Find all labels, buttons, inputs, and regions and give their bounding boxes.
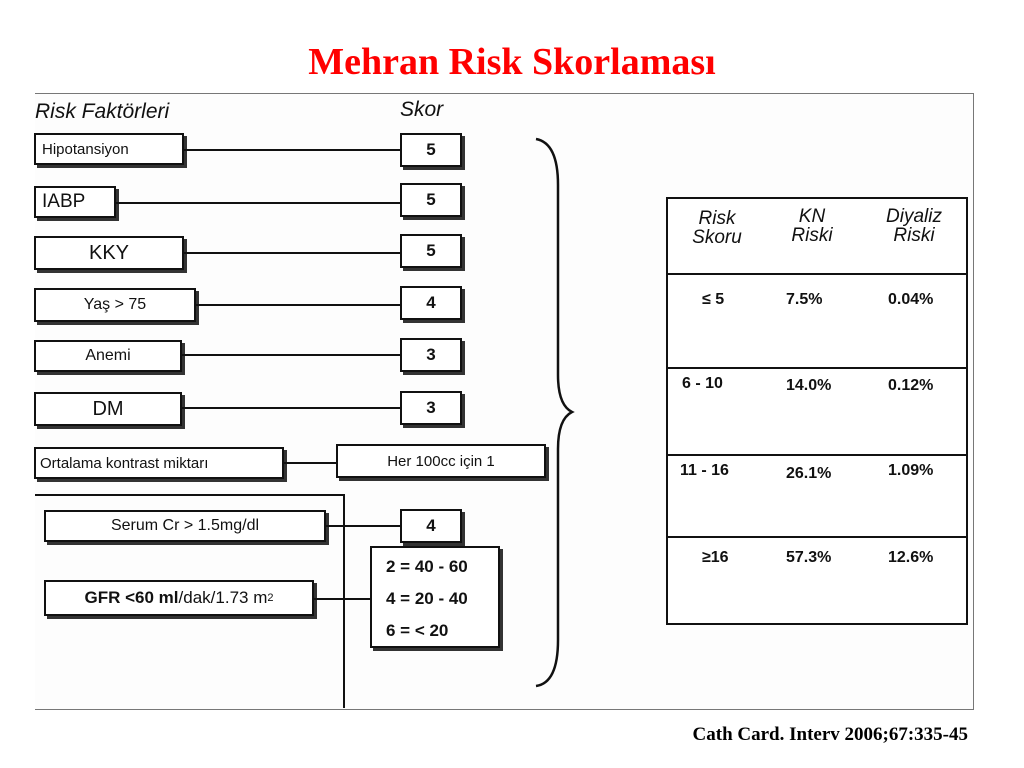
factor-dm [34, 392, 182, 426]
col-header-kn-risk: KN Riski [791, 206, 833, 246]
gfr-score-options [370, 546, 500, 648]
gfr-option: 2 = 40 - 60 [386, 557, 468, 576]
row-separator [668, 367, 966, 369]
col-header-risk-score: Risk Skoru [692, 208, 742, 248]
row-separator [668, 454, 966, 456]
score-value: 5 [426, 140, 436, 159]
row-separator [668, 536, 966, 538]
kn-risk-cell: 57.3% [786, 549, 832, 566]
gfr-label-rest: /dak/1.73 m [178, 588, 268, 607]
score-value: 3 [426, 345, 436, 364]
factor-iabp [34, 186, 116, 218]
connector-line [184, 252, 400, 254]
score-contrast-volume [336, 444, 546, 478]
row-separator [668, 273, 966, 275]
dialysis-risk-cell: 0.04% [888, 291, 934, 308]
factor-label: DM [92, 397, 124, 420]
factor-age [34, 288, 196, 322]
score-age [400, 286, 462, 320]
score-serum-creatinine [400, 509, 462, 543]
factor-label: Ortalama kontrast miktarı [40, 454, 209, 472]
connector-line [184, 149, 400, 151]
factor-label: Yaş > 75 [83, 296, 147, 313]
risk-score-cell: 11 - 16 [680, 462, 729, 479]
risk-factors-header: Risk Faktörleri [35, 100, 170, 123]
factor-label: KKY [88, 241, 130, 264]
connector-line [116, 202, 400, 204]
dialysis-risk-cell: 0.12% [888, 377, 934, 394]
score-kky [400, 234, 462, 268]
factor-gfr [44, 580, 314, 616]
risk-score-cell: 6 - 10 [682, 375, 723, 392]
dialysis-risk-cell: 12.6% [888, 549, 934, 566]
connector-line [196, 304, 400, 306]
risk-table [666, 197, 968, 625]
connector-line [314, 598, 370, 600]
score-dm [400, 391, 462, 425]
factor-label: IABP [42, 191, 86, 212]
gfr-option: 6 = < 20 [386, 621, 449, 640]
score-value: 5 [426, 241, 436, 260]
risk-score-cell: ≤ 5 [702, 291, 725, 308]
citation: Cath Card. Interv 2006;67:335-45 [692, 724, 968, 745]
connector-line [284, 462, 336, 464]
score-value: Her 100cc için 1 [387, 452, 495, 470]
col-header-dialysis-risk: Diyaliz Riski [886, 206, 942, 246]
kn-risk-cell: 14.0% [786, 377, 832, 394]
score-value: 5 [426, 190, 436, 209]
factor-serum-creatinine [44, 510, 326, 542]
dialysis-risk-cell: 1.09% [888, 462, 934, 479]
factor-contrast-volume [34, 447, 284, 479]
factor-label: Hipotansiyon [42, 140, 129, 158]
connector-line [182, 407, 400, 409]
score-iabp [400, 183, 462, 217]
score-value: 4 [426, 516, 436, 535]
factor-label: Anemi [85, 347, 131, 364]
factor-anemi [34, 340, 182, 372]
connector-line [182, 354, 400, 356]
score-anemi [400, 338, 462, 372]
gfr-label-bold: GFR <60 ml [84, 588, 179, 607]
risk-score-cell: ≥16 [702, 549, 729, 566]
connector-line [326, 525, 400, 527]
factor-kky [34, 236, 184, 270]
kn-risk-cell: 7.5% [786, 291, 823, 308]
factor-hipotansiyon [34, 133, 184, 165]
slide-title: Mehran Risk Skorlaması [308, 41, 716, 83]
score-value: 3 [426, 398, 436, 417]
score-hipotansiyon [400, 133, 462, 167]
kn-risk-cell: 26.1% [786, 465, 832, 482]
score-value: 4 [426, 293, 436, 312]
factor-label: Serum Cr > 1.5mg/dl [110, 517, 260, 534]
gfr-label-sup: 2 [267, 592, 274, 604]
gfr-option: 4 = 20 - 40 [386, 589, 468, 608]
score-header: Skor [400, 98, 444, 121]
sum-brace [528, 135, 578, 690]
